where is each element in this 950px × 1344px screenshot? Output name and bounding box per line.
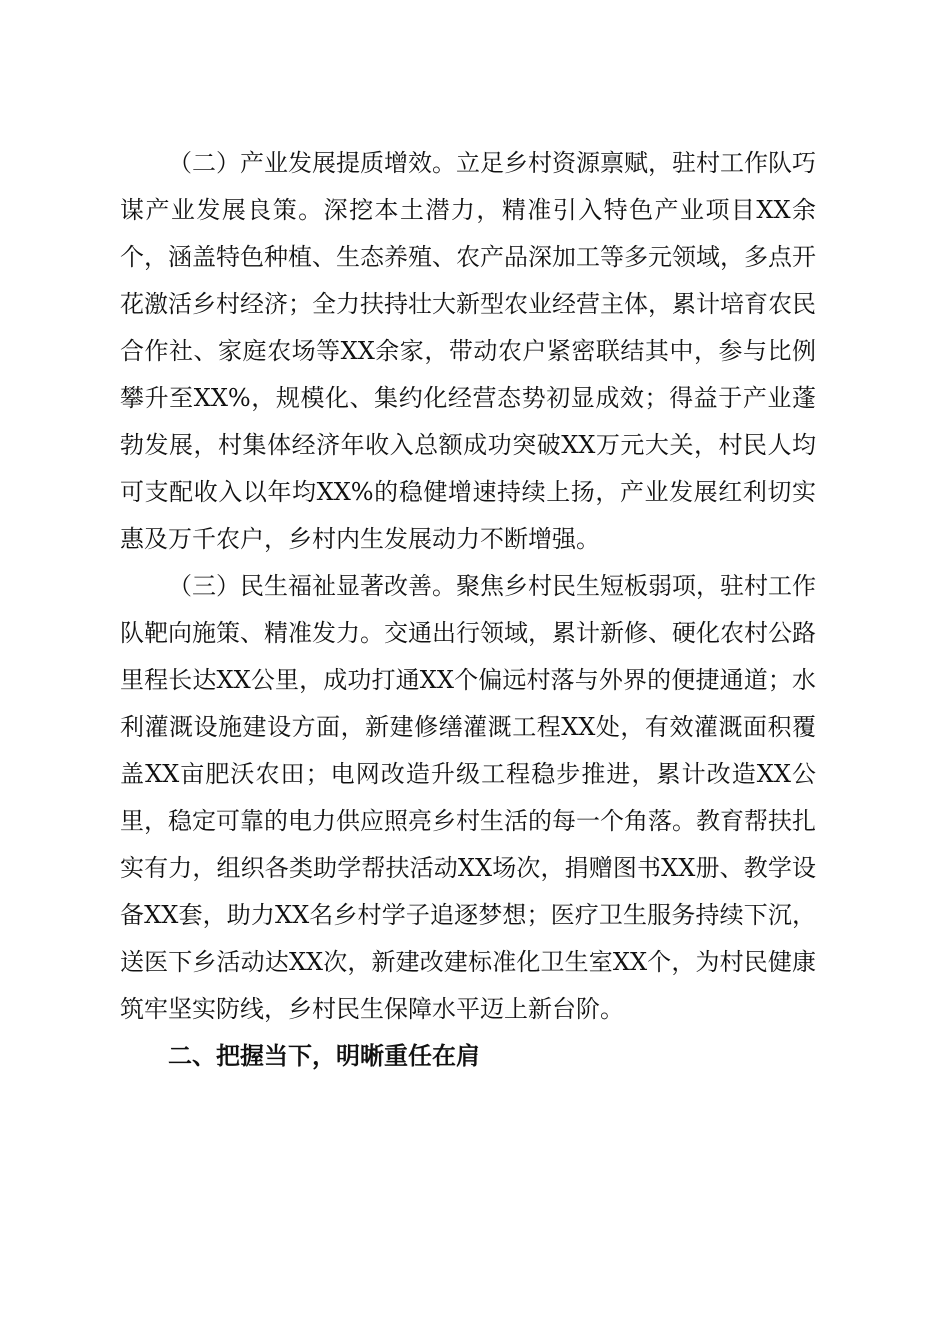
document-body [120, 140, 816, 1080]
section-heading: 二、把握当下，明晰重任在肩 [168, 1042, 480, 1070]
paragraph-livelihood-improvement: （三）民生福祉显著改善。聚焦乡村民生短板弱项，驻村工作队靶向施策、精准发力。交通出行领域，累计新修、硬化农村公路里程长达XX公里，成功打通XX个偏远村落与外界的便捷通道；水利灌溉设施建设方面，新建修缮灌溉工程XX处，有效灌溉面积覆盖XX亩肥沃农田；电网改造升级工程稳步推进，累计改造XX公里，稳定可靠的电力供应照亮乡村生活的每一个角落。教育帮扶扎实有力，组织各类助学帮扶活动XX场次，捐赠图书XX册、教学设备XX套，助力XX名乡村学子追逐梦想；医疗卫生服务持续下沉，送医下乡活动达XX次，新建改建标准化卫生室XX个，为村民健康筑牢坚实防线，乡村民生保障水平迈上新台阶。 [120, 572, 816, 1023]
paragraph-industry-development: （二）产业发展提质增效。立足乡村资源禀赋，驻村工作队巧谋产业发展良策。深挖本土潜力，精准引入特色产业项目XX余个，涵盖特色种植、生态养殖、农产品深加工等多元领域，多点开花激活乡村经济；全力扶持壮大新型农业经营主体，累计培育农民合作社、家庭农场等XX余家，带动农户紧密联结其中，参与比例攀升至XX%，规模化、集约化经营态势初显成效；得益于产业蓬勃发展，村集体经济年收入总额成功突破XX万元大关，村民人均可支配收入以年均XX%的稳健增速持续上扬，产业发展红利切实惠及万千农户，乡村内生发展动力不断增强。 [120, 149, 816, 553]
